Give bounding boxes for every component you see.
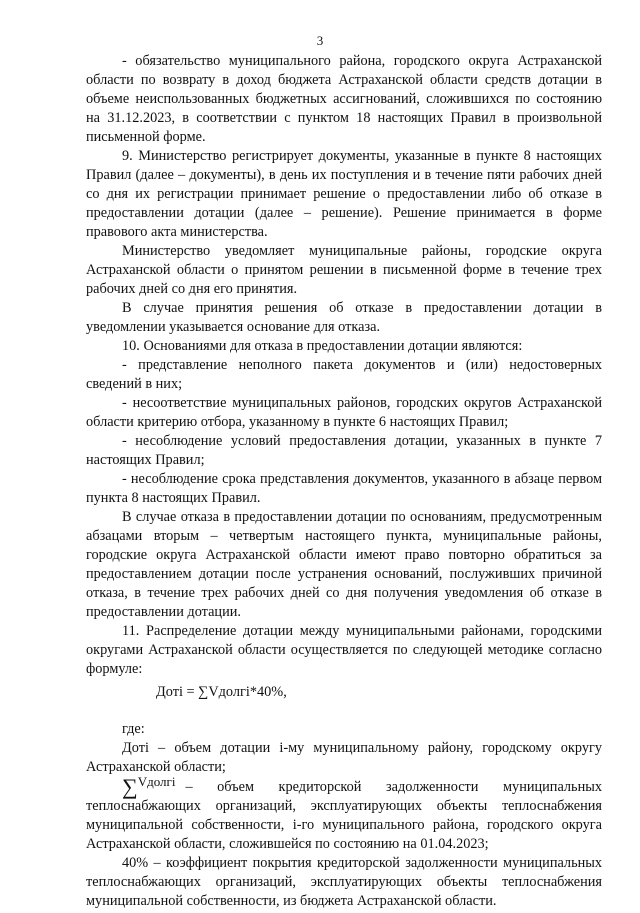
formula: Дотi = ∑Vдолгi*40%,: [156, 684, 287, 700]
paragraph-item-9: 9. Министерство регистрирует документы, указанные в пункте 8 настоящих Правил (далее – документы), в день их поступления и в течение пяти рабочих дней со дня их регистрации принимает решение о предоставлении либо об отказе в предоставлении дотации (далее – решение). Решение принимается в форме правового акта министерства.: [86, 148, 602, 240]
paragraph-ground-criterion: - несоответствие муниципальных районов, городских округов Астраханской области критерию отбора, указанному в пункте 6 настоящих Правил;: [86, 395, 602, 430]
definition-sum-debt: [86, 774, 602, 854]
paragraph-ground-incomplete: - представление неполного пакета документов и (или) недостоверных сведений в них;: [86, 357, 602, 392]
definition-dot: Дотi – объем дотации i-му муниципальному району, городскому округу Астраханской области;: [86, 740, 602, 775]
paragraph-notification: Министерство уведомляет муниципальные районы, городские округа Астраханской области о принятом решении в письменной форме в течение трех рабочих дней со дня его принятия.: [86, 243, 602, 297]
paragraph-item-10: 10. Основаниями для отказа в предоставлении дотации являются:: [122, 338, 523, 354]
paragraph-obligation: - обязательство муниципального района, городского округа Астраханской области по возврату в доход бюджета Астраханской области средств дотации в объеме неиспользованных бюджетных ассигнований, сложившихся по состоянию на 31.12.2023, в соответствии с пунктом 18 настоящих Правил в произвольной письменной форме.: [86, 53, 602, 145]
definition-coefficient: 40% – коэффициент покрытия кредиторской задолженности муниципальных теплоснабжающих организаций, эксплуатирующих объекты теплоснабжения муниципальной собственности, из бюджета Астраханской области.: [86, 855, 602, 909]
sum-variable: Vдолгi: [137, 774, 176, 789]
paragraph-refusal-reason: В случае принятия решения об отказе в предоставлении дотации в уведомлении указывается основание для отказа.: [86, 300, 602, 335]
paragraph-ground-conditions: - несоблюдение условий предоставления дотации, указанных в пункте 7 настоящих Правил;: [86, 433, 602, 468]
paragraph-repeat-application: В случае отказа в предоставлении дотации по основаниям, предусмотренным абзацами вторым – четвертым настоящего пункта, муниципальные районы, городские округа Астраханской области имеют право повторно обратиться за предоставлением дотации после устранения оснований, послуживших причиной отказа, в течение трех рабочих дней со дня получения уведомления об отказе в предоставлении дотации.: [86, 509, 602, 620]
document-body: [86, 52, 602, 911]
sum-symbol: ∑: [122, 774, 138, 799]
paragraph-item-11: 11. Распределение дотации между муниципальными районами, городскими округами Астраханской области осуществляется по следующей методике согласно формуле:: [86, 623, 602, 677]
page-number: 3: [316, 33, 324, 48]
definition-sum-debt-text: – объем кредиторской задолженности муниципальных теплоснабжающих организаций, эксплуатирующих объекты теплоснабжения муниципальной собственности, i-го муниципального района, городского округа Астраханской области, сложившейся по состоянию на 01.04.2023;: [86, 779, 602, 852]
paragraph-ground-deadline: - несоблюдение срока представления документов, указанного в абзаце первом пункта 8 настоящих Правил.: [86, 471, 602, 506]
where-label: где:: [122, 721, 145, 737]
